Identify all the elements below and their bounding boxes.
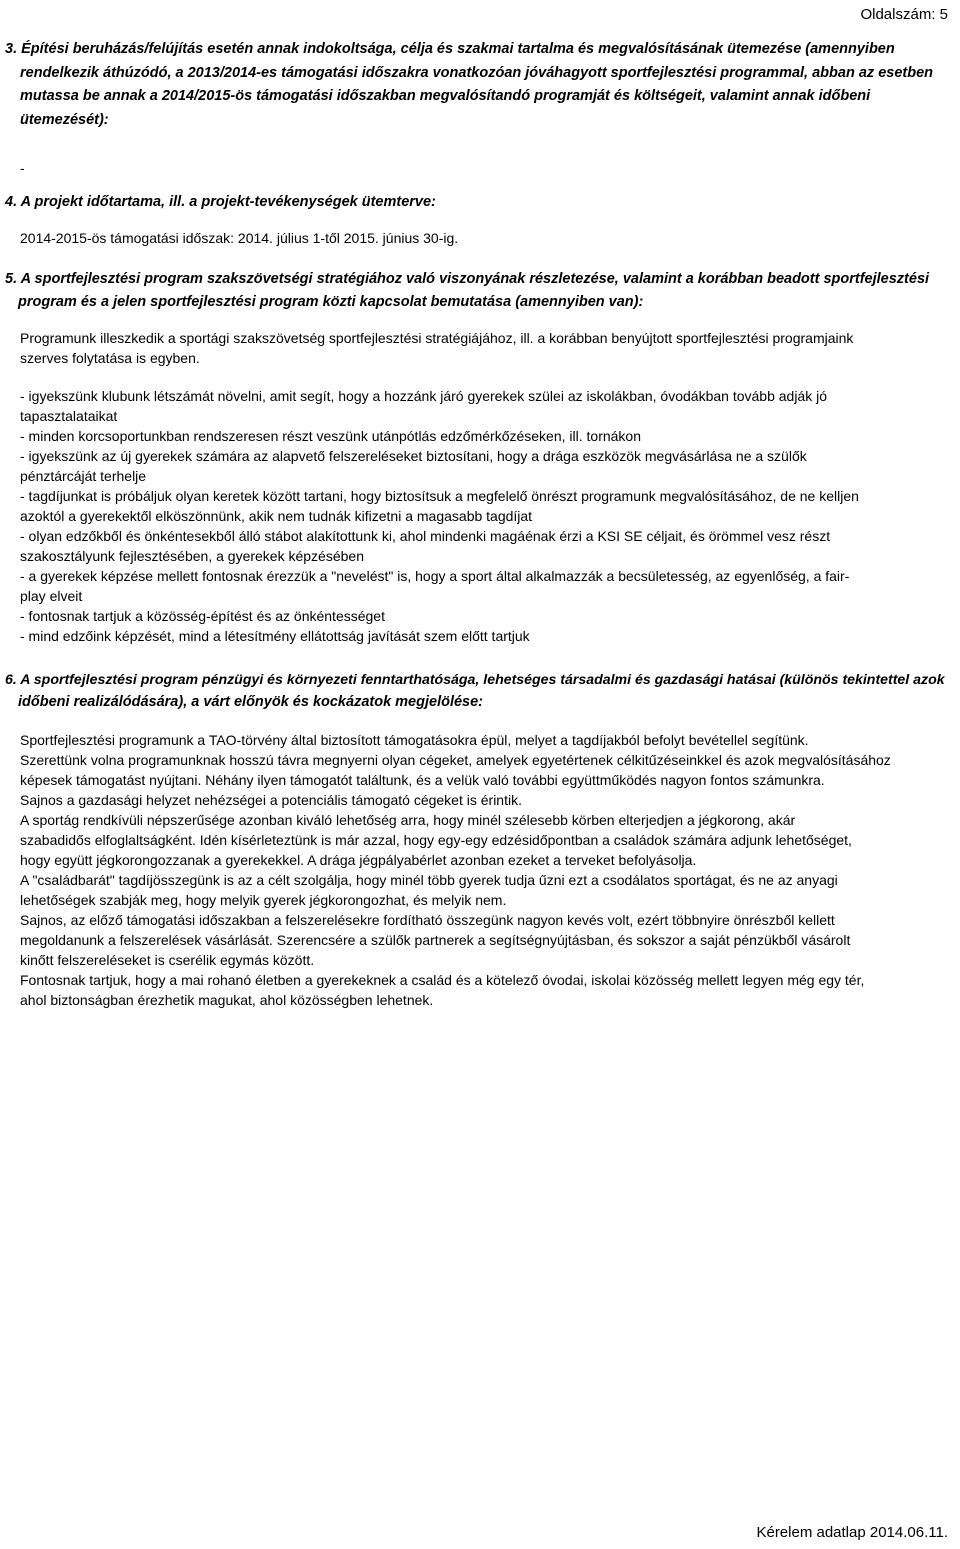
- question-line: rendelkezik áthúzódó, a 2013/2014-es támogatási időszakra vonatkozóan jóváhagyott sportfejlesztési programmal, abban az esetben: [20, 64, 933, 81]
- paragraph-line: ahol biztonságban érezhetik magukat, ahol közösségben lehetnek.: [20, 992, 434, 1008]
- paragraph-line: Programunk illeszkedik a sportági szakszövetség sportfejlesztési stratégiájához, ill. a korábban benyújtott sportfejlesztési programjaink: [20, 330, 854, 346]
- page-number: Oldalszám: 5: [860, 6, 948, 23]
- footer-text: Kérelem adatlap 2014.06.11.: [756, 1524, 948, 1541]
- section-5-list: [20, 386, 942, 646]
- paragraph-line: szerves folytatása is egyben.: [20, 350, 200, 366]
- question-line: 4. A projekt időtartama, ill. a projekt-tevékenységek ütemterve:: [5, 194, 436, 210]
- section-5-question: [5, 268, 950, 314]
- paragraph-line: megoldanunk a felszerelések vásárlását. Szerencsére a szülők partnerek a segítségnyújtásban, és sokszor a saját pénzükből vásárolt: [20, 932, 851, 948]
- section-6-answer: [20, 730, 942, 1010]
- paragraph-line: szabadidős elfoglaltságként. Idén kísérleteztünk is már azzal, hogy egy-egy edzésidőpontban a családok számára adjunk lehetőséget,: [20, 832, 852, 848]
- paragraph-line: hogy együtt jégkorongozzanak a gyerekekkel. A drága jégpályabérlet azonban ezeket a terveket befolyásolja.: [20, 852, 697, 868]
- list-item: pénztárcáját terhelje: [20, 468, 147, 484]
- paragraph-line: Szerettünk volna programunknak hosszú távra megnyerni olyan cégeket, amelyek egyetértenek célkitűzéseinkkel és azok megvalósításához: [20, 752, 891, 768]
- paragraph-line: Sajnos, az előző támogatási időszakban a felszerelésekre fordítható összegünk nagyon kevés volt, ezért többnyire önrészből kellett: [20, 912, 835, 928]
- paragraph-line: kinőtt felszereléseket is cserélik egymás között.: [20, 952, 315, 968]
- section-4-answer: [20, 228, 942, 248]
- section-4-question: [5, 191, 950, 214]
- list-item: szakosztályunk fejlesztésében, a gyerekek képzésében: [20, 548, 364, 564]
- list-item: azoktól a gyerekektől elköszönnünk, akik nem tudnák kifizetni a magasabb tagdíjat: [20, 508, 533, 524]
- question-line: időbeni realizálódására), a várt előnyök és kockázatok megjelölése:: [18, 694, 483, 710]
- paragraph-line: képesek támogatást nyújtani. Néhány ilyen támogatót találtunk, és a velük való további együttműködés nagyon fontos számunkra.: [20, 772, 825, 788]
- paragraph-line: Fontosnak tartjuk, hogy a mai rohanó életben a gyerekeknek a család és a kötelező óvodai, iskolai közösség mellett legyen még egy tér,: [20, 972, 865, 988]
- list-item: tapasztalataikat: [20, 408, 118, 424]
- question-line: ütemezését):: [20, 111, 109, 128]
- list-item: - olyan edzőkből és önkéntesekből álló stábot alakítottunk ki, ahol mindenki magáénak érzi a KSI SE céljait, és örömmel vesz részt: [20, 528, 831, 544]
- paragraph-line: Sajnos a gazdasági helyzet nehézségei a potenciális támogató cégeket is érintik.: [20, 792, 522, 808]
- list-item: - tagdíjunkat is próbáljuk olyan keretek között tartani, hogy biztosítsuk a megfelelő önrészt programunk megvalósításához, de ne kelljen: [20, 488, 859, 504]
- section-3-answer: [20, 158, 942, 178]
- section-3-question: [5, 38, 950, 132]
- question-line: 5. A sportfejlesztési program szakszövetségi stratégiához való viszonyának részletezése, valamint a korábban beadott sportfejlesztési: [5, 271, 930, 287]
- question-line: program és a jelen sportfejlesztési program közti kapcsolat bemutatása (amennyiben van):: [18, 294, 644, 310]
- list-item: - igyekszünk klubunk létszámát növelni, amit segít, hogy a hozzánk járó gyerekek szülei az iskolákban, óvodákban tovább adják jó: [20, 388, 828, 404]
- question-line: mutassa be annak a 2014/2015-ös támogatási időszakban megvalósítandó programját és költségeit, valamint annak időbeni: [20, 88, 871, 104]
- list-item: - a gyerekek képzése mellett fontosnak érezzük a "nevelést" is, hogy a sport által alkalmazzák a becsületesség, az egyenlőség, a fair-: [20, 568, 850, 584]
- list-item: - igyekszünk az új gyerekek számára az alapvető felszereléseket biztosítani, hogy a drága eszközök megvásárlása ne a szülők: [20, 448, 807, 464]
- paragraph-line: lehetőségek szabják meg, hogy melyik gyerek jégkorongozhat, és melyik nem.: [20, 892, 507, 908]
- list-item: - minden korcsoportunkban rendszeresen részt veszünk utánpótlás edzőmérkőzéseken, ill. tornákon: [20, 428, 641, 444]
- document-body: [0, 38, 960, 1010]
- list-item: - mind edzőink képzését, mind a létesítmény ellátottság javítását szem előtt tartjuk: [20, 628, 530, 644]
- question-line: 6. A sportfejlesztési program pénzügyi és környezeti fenntarthatósága, lehetséges társadalmi és gazdasági hatásai (különös tekintettel azok: [5, 671, 945, 687]
- question-line: 3. Építési beruházás/felújítás esetén annak indokoltsága, célja és szakmai tartalma és megvalósításának ütemezése (amennyiben: [5, 41, 895, 57]
- list-item: - fontosnak tartjuk a közösség-építést és az önkéntességet: [20, 608, 385, 624]
- answer-text: -: [20, 160, 25, 176]
- section-6-question: [5, 668, 950, 714]
- list-item: play elveit: [20, 588, 83, 604]
- answer-text: 2014-2015-ös támogatási időszak: 2014. július 1-től 2015. június 30-ig.: [20, 230, 459, 246]
- paragraph-line: A "családbarát" tagdíjösszegünk is az a célt szolgálja, hogy minél több gyerek tudja űzni ezt a csodálatos sportágat, és ne az anyagi: [20, 872, 838, 888]
- section-5-intro: [20, 328, 942, 368]
- paragraph-line: A sportág rendkívüli népszerűsége azonban kiváló lehetőség arra, hogy minél szélesebb körben elterjedjen a jégkorong, akár: [20, 812, 796, 828]
- paragraph-line: Sportfejlesztési programunk a TAO-törvény által biztosított támogatásokra épül, melyet a tagdíjakból befolyt bevétellel segítünk.: [20, 732, 809, 748]
